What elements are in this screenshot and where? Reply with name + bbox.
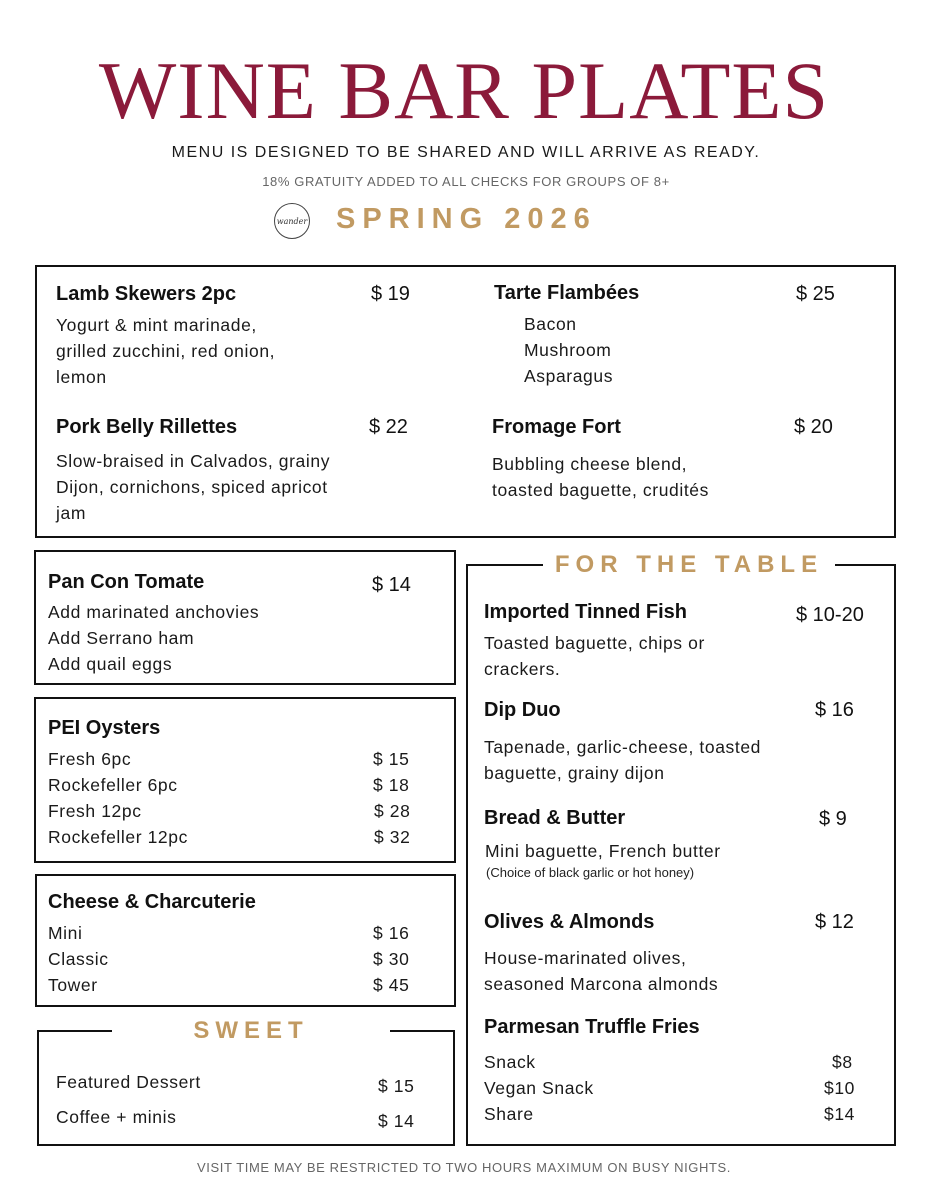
oysters-row: Fresh 6pc: [48, 749, 132, 769]
dip-duo-price: $ 16: [815, 699, 854, 721]
tinned-fish-price: $ 10-20: [796, 604, 864, 626]
cheese-row: Classic: [48, 949, 109, 969]
truffle-fries-row: Snack: [484, 1052, 536, 1072]
olives-almonds-name: Olives & Almonds: [484, 911, 655, 933]
cheese-row-price: $ 30: [373, 949, 410, 969]
pan-con-tomate-box: [34, 550, 456, 685]
truffle-fries-row-price: $8: [832, 1052, 853, 1072]
olives-almonds-description: House-marinated olives, seasoned Marcona almonds: [484, 948, 719, 994]
brand-logo: [274, 203, 310, 239]
for-the-table-heading: FOR THE TABLE: [543, 550, 835, 580]
tarte-flambees-name: Tarte Flambées: [494, 282, 640, 304]
oysters-name: PEI Oysters: [48, 717, 161, 739]
pork-belly-name: Pork Belly Rillettes: [56, 416, 238, 438]
sweet-row-price: $ 14: [378, 1111, 415, 1131]
fromage-fort-description: Bubbling cheese blend, toasted baguette, crudités: [492, 454, 709, 500]
featured-plates-box: [35, 265, 896, 538]
fromage-fort-price: $ 20: [794, 416, 833, 438]
tinned-fish-description: Toasted baguette, chips or crackers.: [484, 633, 705, 679]
tinned-fish-name: Imported Tinned Fish: [484, 601, 687, 623]
sweet-row: Coffee + minis: [56, 1107, 177, 1127]
lamb-skewers-name: Lamb Skewers 2pc: [56, 283, 237, 305]
sweet-row: Featured Dessert: [56, 1072, 201, 1092]
bread-butter-price: $ 9: [819, 808, 847, 830]
sweet-row-price: $ 15: [378, 1076, 415, 1096]
lamb-skewers-price: $ 19: [371, 283, 410, 305]
tarte-flambees-options: Bacon Mushroom Asparagus: [524, 314, 614, 386]
gratuity-note: 18% GRATUITY ADDED TO ALL CHECKS FOR GROUPS OF 8+: [262, 174, 670, 189]
bread-butter-description: Mini baguette, French butter: [485, 841, 721, 861]
bread-butter-note: (Choice of black garlic or hot honey): [486, 865, 695, 880]
pan-con-tomate-name: Pan Con Tomate: [48, 571, 205, 593]
oysters-row-price: $ 18: [373, 775, 410, 795]
fromage-fort-name: Fromage Fort: [492, 416, 621, 438]
for-the-table-box: [466, 564, 896, 1146]
logo-text: wander: [276, 216, 308, 226]
cheese-charcuterie-box: [35, 874, 456, 1007]
sweet-box: [37, 1030, 455, 1146]
cheese-row: Tower: [48, 975, 98, 995]
footer-note: VISIT TIME MAY BE RESTRICTED TO TWO HOURS MAXIMUM ON BUSY NIGHTS.: [196, 1160, 732, 1175]
menu-subtitle: MENU IS DESIGNED TO BE SHARED AND WILL ARRIVE AS READY.: [171, 144, 761, 161]
truffle-fries-row-price: $10: [824, 1078, 855, 1098]
olives-almonds-price: $ 12: [815, 911, 854, 933]
cheese-row-price: $ 16: [373, 923, 410, 943]
oysters-row: Rockefeller 12pc: [48, 827, 188, 847]
oysters-row: Fresh 12pc: [48, 801, 142, 821]
page-title: WINE BAR PLATES: [98, 45, 830, 136]
pan-con-tomate-price: $ 14: [372, 574, 411, 596]
pork-belly-description: Slow-braised in Calvados, grainy Dijon, cornichons, spiced apricot jam: [56, 451, 331, 523]
cheese-row: Mini: [48, 923, 83, 943]
dip-duo-description: Tapenade, garlic-cheese, toasted baguette, grainy dijon: [484, 737, 762, 783]
cheese-charcuterie-name: Cheese & Charcuterie: [48, 891, 256, 913]
pork-belly-price: $ 22: [369, 416, 408, 438]
season-label: SPRING 2026: [336, 203, 597, 235]
oysters-row-price: $ 32: [374, 827, 411, 847]
bread-butter-name: Bread & Butter: [484, 807, 626, 829]
oysters-row-price: $ 28: [374, 801, 411, 821]
oysters-box: [34, 697, 456, 863]
cheese-row-price: $ 45: [373, 975, 410, 995]
truffle-fries-row: Vegan Snack: [484, 1078, 594, 1098]
truffle-fries-name: Parmesan Truffle Fries: [484, 1016, 700, 1038]
truffle-fries-row: Share: [484, 1104, 534, 1124]
truffle-fries-row-price: $14: [824, 1104, 855, 1124]
lamb-skewers-description: Yogurt & mint marinade, grilled zucchini, red onion, lemon: [56, 315, 276, 387]
oysters-row: Rockefeller 6pc: [48, 775, 178, 795]
dip-duo-name: Dip Duo: [484, 699, 561, 721]
tarte-flambees-price: $ 25: [796, 283, 835, 305]
sweet-heading: SWEET: [112, 1016, 390, 1046]
oysters-row-price: $ 15: [373, 749, 410, 769]
pan-con-tomate-addons: Add marinated anchovies Add Serrano ham Add quail eggs: [48, 602, 260, 674]
